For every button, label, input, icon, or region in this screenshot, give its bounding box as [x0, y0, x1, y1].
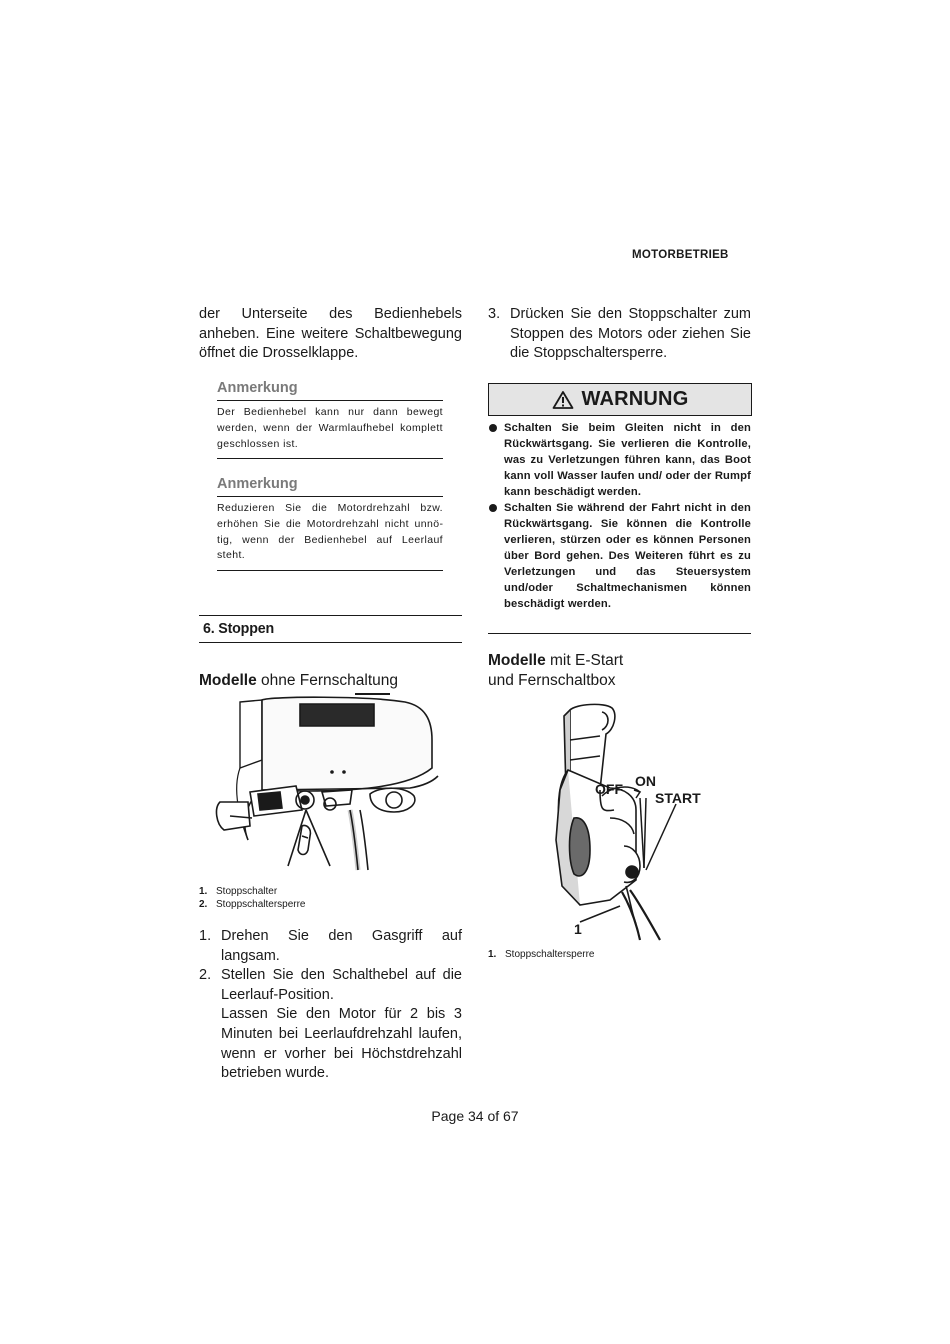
- stop-switch-illustration: [210, 690, 442, 875]
- warning-bottom-rule: [488, 633, 751, 634]
- remote-control-illustration: [540, 700, 720, 945]
- note-rule-bottom: [217, 570, 443, 571]
- subheading-line2: und Fernschaltbox: [488, 672, 616, 689]
- subheading-rest: mit E-Start: [545, 652, 624, 669]
- subheading-e-start: [488, 651, 623, 691]
- figure-captions-left: [199, 885, 306, 911]
- step-extra: Lassen Sie den Motor für 2 bis 3 Minuten bei Leerlaufdrehzahl laufen, wenn er vorher bei Höchstdrehzahl betrieben wurde.: [221, 1006, 462, 1082]
- note-box-2: [217, 476, 443, 571]
- running-header: MOTORBETRIEB: [632, 249, 729, 261]
- intro-paragraph: der Unterseite des Bedienhebels anheben. Eine weitere Schaltbewegung öffnet die Drosselklappe.: [199, 306, 462, 361]
- section-name: Stoppen: [218, 620, 274, 637]
- warning-item: Schalten Sie beim Gleiten nicht in den Rückwärtsgang. Sie verlieren die Kontrolle, was zu Verletzungen führen kann, das Boot kann voll Wasser laufen und/ oder der Rumpf kann beschädigt werden.: [488, 420, 751, 500]
- warning-header: [488, 383, 752, 416]
- label-on: ON: [635, 773, 656, 789]
- subheading-bold: Modelle: [199, 672, 257, 689]
- caption-item: 1. Stoppschaltersperre: [488, 949, 595, 960]
- subheading-rest: ohne Fernschaltung: [256, 672, 399, 689]
- note-rule-bottom: [217, 458, 443, 459]
- note-text: Reduzieren Sie die Motordrehzahl bzw. erhöhen Sie die Motordrehzahl nicht unnötig, wenn der Bedienhebel auf Leerlauf steht.: [217, 502, 443, 562]
- note-rule-top: [217, 400, 443, 401]
- step-item: 2. Stellen Sie den Schalthebel auf die Leerlauf-Position. Lassen Sie den Motor für 2 bis 3 Minuten bei Leerlaufdrehzahl laufen, wenn er vorher bei Höchstdrehzahl betrieben wurde.: [199, 967, 462, 1082]
- figure-captions-right: [488, 948, 595, 961]
- warning-list: [488, 420, 751, 612]
- caption-item: 1. Stoppschalter: [199, 886, 278, 897]
- warning-item: Schalten Sie während der Fahrt nicht in den Rückwärtsgang. Sie können die Kontrolle verlieren, stürzen oder es können Personen über Bord gehen. Des Weiteren führt es zu Verletzungen und das Steuersystem und/oder Schaltmechanismen können beschädigt werden.: [488, 500, 751, 612]
- section-title: [203, 620, 274, 637]
- warning-title: WARNUNG: [581, 388, 689, 410]
- page-number: Page 34 of 67: [431, 1108, 519, 1124]
- callout-number: 1: [574, 921, 582, 937]
- note-title: Anmerkung: [217, 380, 298, 396]
- left-column: [199, 305, 462, 364]
- note-rule-top: [217, 496, 443, 497]
- label-start: START: [655, 790, 701, 806]
- steps-list-left: [199, 927, 462, 1084]
- caption-item: 2. Stoppschaltersperre: [199, 899, 306, 910]
- section-number: 6.: [203, 620, 215, 637]
- label-off: OFF: [595, 781, 623, 797]
- subheading-no-remote: [199, 671, 398, 691]
- steps-list-right: [488, 305, 751, 364]
- step-item: 1. Drehen Sie den Gasgriff auf langsam.: [199, 928, 462, 964]
- note-text: Der Bedienhebel kann nur dann bewegt werden, wenn der Warmlaufhebel komplett geschlossen ist.: [217, 406, 443, 450]
- warning-triangle-icon: [552, 390, 574, 410]
- step-item: 3. Drücken Sie den Stoppschalter zum Stoppen des Motors oder ziehen Sie die Stoppschaltersperre.: [488, 306, 751, 362]
- note-title: Anmerkung: [217, 476, 298, 492]
- section-heading: [199, 615, 462, 643]
- subheading-bold: Modelle: [488, 652, 546, 669]
- note-box-1: [217, 380, 443, 459]
